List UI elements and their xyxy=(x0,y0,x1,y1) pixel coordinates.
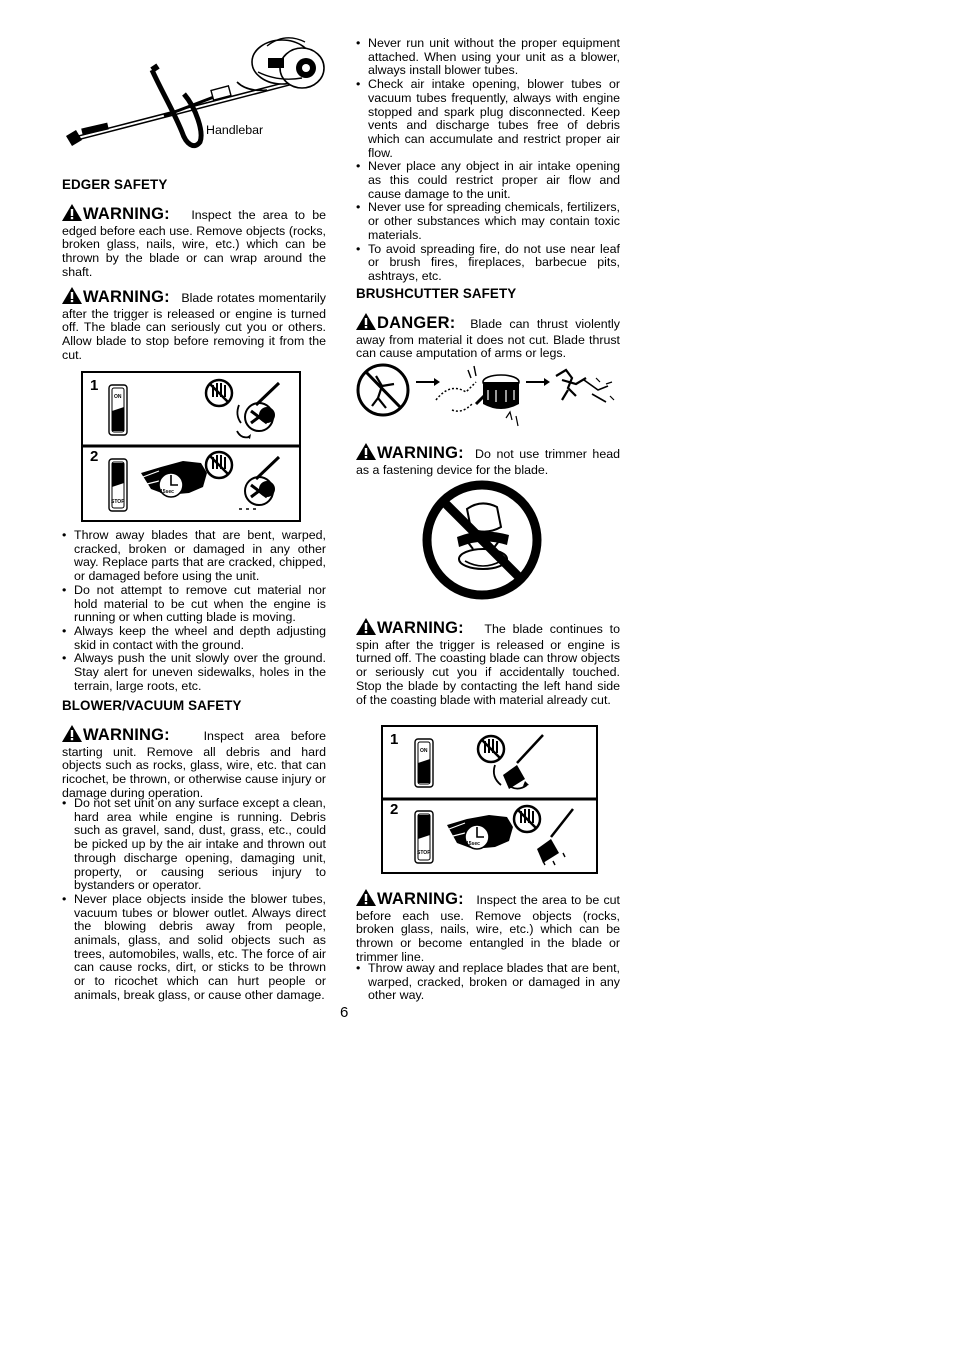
warning-label: WARNING: xyxy=(83,288,170,306)
list-item: • Check air intake opening, blower tubes or vacuum tubes frequently, always with engine stopped and spark plug disconnected. Keep vents and discharge tubes free of debris which can accumulate and restrict proper air flow. xyxy=(356,78,620,160)
edger-bullet-list xyxy=(62,529,326,693)
warning-triangle-icon xyxy=(62,204,82,225)
brushcutter-safety-heading: BRUSHCUTTER SAFETY xyxy=(356,286,517,301)
warning-triangle-icon xyxy=(356,889,376,910)
page-number: 6 xyxy=(340,1004,349,1021)
warning-label: WARNING: xyxy=(377,619,464,637)
switch-on-label: ON xyxy=(114,394,122,400)
switch-stop-label: STOP xyxy=(417,850,431,856)
warning-triangle-icon xyxy=(62,725,82,746)
warning-label: WARNING: xyxy=(377,890,464,908)
blower-warning xyxy=(62,725,326,801)
brushcutter-stop-figure xyxy=(381,725,598,874)
list-item: • Always keep the wheel and depth adjusting skid in contact with the ground. xyxy=(62,625,326,652)
edger-warning-2 xyxy=(62,287,326,363)
danger-triangle-icon xyxy=(356,313,376,334)
step-1-number: 1 xyxy=(90,377,99,394)
danger-label: DANGER: xyxy=(377,314,456,332)
warning-text: Blade rotates momentarily after the trigger is released or engine is turned off. The blade can seriously cut you or others. Allow blade to stop before removing it from the cut. xyxy=(62,291,327,362)
step-2-number: 2 xyxy=(390,801,399,818)
step-1-number: 1 xyxy=(390,731,399,748)
edger-warning-1 xyxy=(62,204,326,280)
list-item: • Do not attempt to remove cut material nor hold material to be cut when the engine is running or when cutting blade is moving. xyxy=(62,584,326,625)
handlebar-illustration xyxy=(62,32,332,157)
blower-bullet-list xyxy=(62,797,326,1003)
list-item: • Do not set unit on any surface except a clean, hard area while engine is running. Debris such as gravel, sand, dust, grass, etc., could be picked up by the air intake and thrown out through discharge opening, damaging unit, property, or causing serious injury to bystanders or operator. xyxy=(62,797,326,893)
no-trimmer-head-fastener-icon xyxy=(421,479,543,601)
timer-label: 15sec xyxy=(466,841,480,847)
blower-safety-heading: BLOWER/VACUUM SAFETY xyxy=(62,698,242,713)
switch-on-label: ON xyxy=(420,748,428,754)
brushcutter-danger xyxy=(356,313,620,361)
blade-thrust-illustration xyxy=(356,360,620,430)
brushcutter-warning-2 xyxy=(356,618,620,707)
list-item: • To avoid spreading fire, do not use near leaf or brush fires, fireplaces, barbecue pits, ashtrays, etc. xyxy=(356,243,620,284)
warning-label: WARNING: xyxy=(83,205,170,223)
warning-label: WARNING: xyxy=(83,726,170,744)
list-item: • Always push the unit slowly over the ground. Stay alert for uneven sidewalks, holes in the terrain, large roots, etc. xyxy=(62,652,326,693)
edger-stop-figure xyxy=(81,371,301,522)
warning-text: The blade continues to spin after the trigger is released or engine is turned off. The coasting blade can throw objects or seriously cut you if accidentally touched. Stop the blade by contacting the left hand side of the coasting blade with material already cut. xyxy=(356,622,621,707)
brushcutter-warning-3 xyxy=(356,889,620,965)
handlebar-label: Handlebar xyxy=(206,123,264,137)
brushcutter-warning-1 xyxy=(356,443,620,477)
blower-bullet-list-continued xyxy=(356,37,620,284)
warning-triangle-icon xyxy=(62,287,82,308)
switch-stop-label: STOP xyxy=(111,499,125,505)
warning-text: Do not use trimmer head as a fastening device for the blade. xyxy=(356,447,620,477)
warning-triangle-icon xyxy=(356,618,376,639)
danger-text: Blade can thrust violently away from material it does not cut. Blade thrust can cause amputation of arms or legs. xyxy=(356,317,621,361)
step-2-number: 2 xyxy=(90,448,99,465)
list-item: • Throw away and replace blades that are bent, warped, cracked, broken or damaged in any other way. xyxy=(356,962,620,1003)
brushcutter-bullet-list xyxy=(356,962,620,1003)
timer-label: 15sec xyxy=(160,489,174,495)
warning-triangle-icon xyxy=(356,443,376,464)
warning-text: Inspect the area to be edged before each use. Remove objects (rocks, broken glass, nails, wire, etc.) which can be thrown by the blade or can wrap around the shaft. xyxy=(62,208,327,279)
list-item: • Never use for spreading chemicals, fertilizers, or other substances which may contain toxic materials. xyxy=(356,201,620,242)
edger-safety-heading: EDGER SAFETY xyxy=(62,177,168,192)
list-item: • Throw away blades that are bent, warped, cracked, broken or damaged in any other way. Replace parts that are cracked, chipped, or damaged before using the unit. xyxy=(62,529,326,584)
warning-text: Inspect area before starting unit. Remove all debris and hard objects such as rocks, glass, wire, etc. that can ricochet, be thrown, or otherwise cause injury or damage during operation. xyxy=(62,729,326,800)
list-item: • Never place objects inside the blower tubes, vacuum tubes or blower outlet. Always direct the blowing debris away from people, animals, glass, and solid objects such as trees, automobiles, walls, etc. The force of air can cause rocks, dirt, or sticks to be thrown or to ricochet which can hurt people or animals, break glass, or cause other damage. xyxy=(62,893,326,1003)
list-item: • Never run unit without the proper equipment attached. When using your unit as a blower, always install blower tubes. xyxy=(356,37,620,78)
warning-label: WARNING: xyxy=(377,444,464,462)
list-item: • Never place any object in air intake opening as this could restrict proper air flow and cause damage to the unit. xyxy=(356,160,620,201)
warning-text: Inspect the area to be cut before each use. Remove objects (rocks, broken glass, nails, wire, etc.) which can be thrown or become entangled in the blade or trimmer line. xyxy=(356,893,620,964)
